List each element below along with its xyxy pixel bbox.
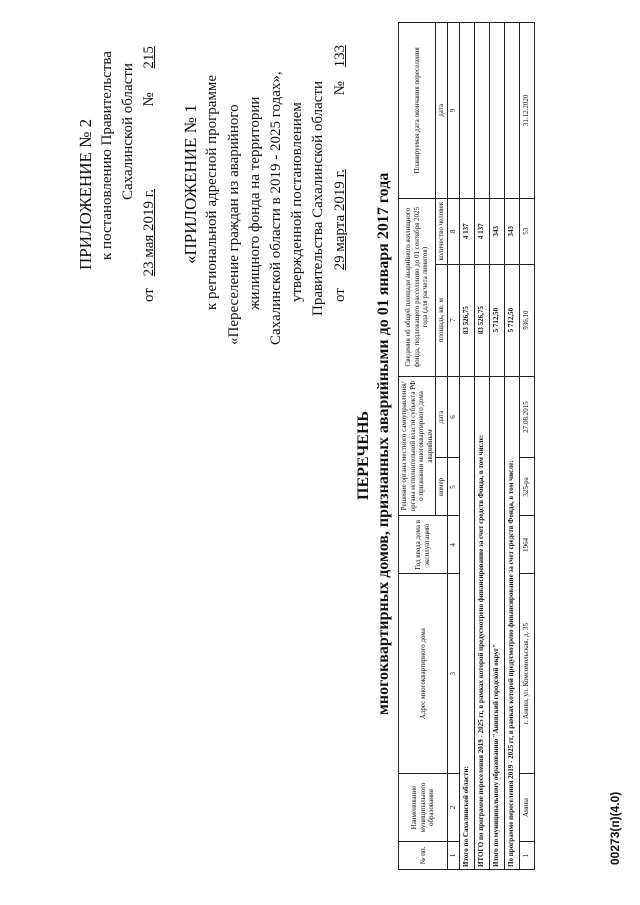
col-number: 4 (447, 516, 459, 574)
row-decision-number: 325-ра (519, 458, 534, 516)
houses-table (398, 22, 535, 870)
summary-label: ИТОГО по программе переселения 2019 - 2025 гг, в рамках которой предусмотрено финансирование за счет средств Фонда, в том числе: (474, 376, 489, 869)
header-municipality: Наименование муниципального образования (399, 774, 448, 842)
column-number-row (447, 23, 459, 870)
appendix1-number: 133 (332, 44, 348, 68)
col-number: 7 (447, 264, 459, 376)
header-address: Адрес многоквартирного дома (399, 574, 448, 774)
col-number: 6 (447, 376, 459, 458)
list-title: ПЕРЕЧЕНЬ (355, 411, 372, 500)
summary-label: Итого по Сахалинской области: (459, 376, 474, 869)
row-area: 936,10 (519, 264, 534, 376)
header-residents: количество человек (436, 198, 448, 264)
summary-residents: 343 (504, 198, 519, 264)
summary-residents: 4 137 (474, 198, 489, 264)
row-num: 1 (519, 842, 534, 870)
header-decision-number: номер (436, 458, 448, 516)
appendix2-from-label: от (141, 288, 157, 302)
header-planned: Планируемая дата окончания переселения (399, 23, 436, 199)
header-area: площадь, кв. м (436, 264, 448, 376)
col-number: 2 (447, 774, 459, 842)
list-subtitle: многоквартирных домов, признанных аварийными до 01 января 2017 года (375, 172, 392, 715)
summary-row (459, 23, 474, 870)
appendix2-date: 23 мая 2019 г. (141, 188, 157, 277)
table-header-row (399, 23, 436, 870)
row-residents: 53 (519, 198, 534, 264)
table-row (519, 23, 534, 870)
col-number: 9 (447, 23, 459, 199)
row-decision-date: 27.08.2015 (519, 376, 534, 458)
appendix1-line6: Правительства Сахалинской области (310, 80, 326, 316)
summary-area: 5 712,50 (504, 264, 519, 376)
appendix1-line1: к региональной адресной программе (204, 74, 220, 310)
appendix1-date-line (331, 45, 350, 302)
summary-area: 83 526,75 (474, 264, 489, 376)
summary-label: Итого по муниципальному образованию "Анивский городской округ" (489, 376, 504, 869)
appendix1-line5: утвержденной постановлением (289, 102, 305, 302)
col-number: 3 (447, 574, 459, 774)
appendix1-line4: Сахалинской области в 2019 - 2025 годах», (268, 71, 284, 345)
row-address: г. Анива, ул. Комсомольская, д. 35 (519, 574, 534, 774)
row-municipality: Анива (519, 774, 534, 842)
header-decision-date: дата (436, 376, 448, 458)
appendix1-date: 29 марта 2019 г. (332, 169, 348, 271)
appendix1-title: «ПРИЛОЖЕНИЕ № 1 (181, 104, 200, 264)
summary-row (489, 23, 504, 870)
header-num: № пп. (399, 842, 448, 870)
col-number: 8 (447, 198, 459, 264)
summary-label: По программе переселения 2019 - 2025 гг, в рамках которой предусмотрено финансирование за счет средств Фонда, в том числе: (504, 376, 519, 869)
footer-code: 00273(п)(4.0) (608, 791, 622, 865)
appendix1-from-label: от (332, 288, 348, 302)
appendix2-number-label: № (141, 92, 157, 107)
summary-residents: 343 (489, 198, 504, 264)
appendix2-date-line (140, 46, 159, 302)
appendix2-line1: к постановлению Правительства (99, 51, 115, 260)
summary-residents: 4 137 (459, 198, 474, 264)
summary-row (474, 23, 489, 870)
summary-row (504, 23, 519, 870)
summary-area: 83 526,75 (459, 264, 474, 376)
header-area-info: Сведения об общей площади аварийного жилищного фонда, подлежащего расселению до 01 сентября 2025 года (для расчета лимитов) (399, 198, 436, 376)
appendix2-title: ПРИЛОЖЕНИЕ № 2 (76, 118, 95, 270)
appendix1-number-label: № (332, 81, 348, 96)
row-year: 1964 (519, 516, 534, 574)
col-number: 5 (447, 458, 459, 516)
header-planned-date: дата (436, 23, 448, 199)
appendix1-line3: жилищного фонда на территории (247, 96, 263, 310)
appendix2-line2: Сахалинской области (120, 63, 136, 200)
header-decision: Решение органа местного самоуправления/органа исполнительной власти субъекта РФ о признании многоквартирного дома аварийным (399, 376, 436, 516)
col-number: 1 (447, 842, 459, 870)
appendix2-number: 215 (141, 46, 157, 69)
row-planned-date: 31.12.2020 (519, 23, 534, 199)
header-year: Год ввода дома в эксплуатацию (399, 516, 448, 574)
summary-area: 5 712,50 (489, 264, 504, 376)
appendix1-line2: «Переселение граждан из аварийного (226, 104, 242, 345)
